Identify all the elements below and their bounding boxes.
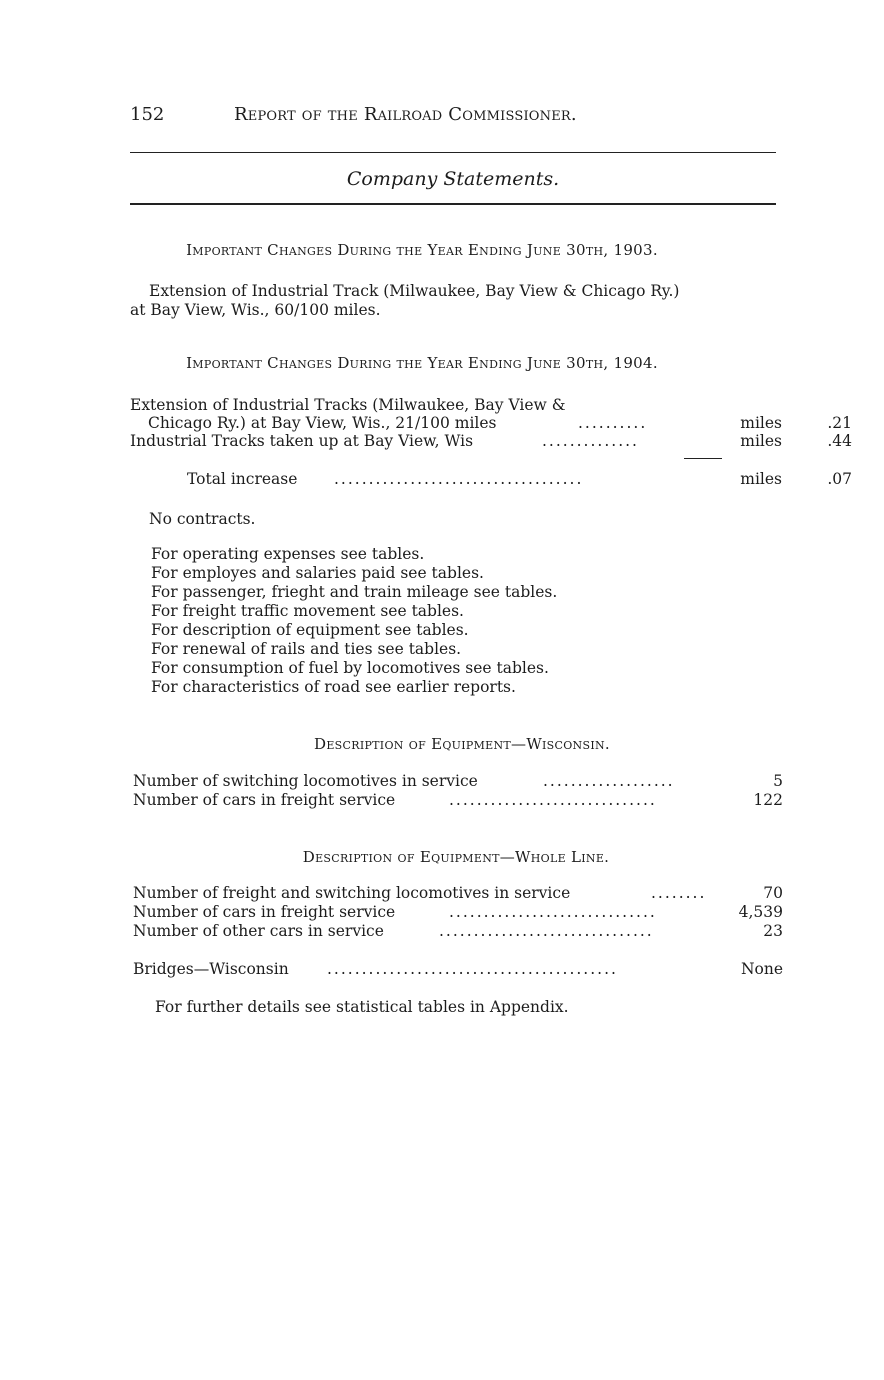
row-value: 5 bbox=[773, 772, 783, 790]
table-row bbox=[133, 922, 783, 941]
heading-changes-1903: Important Changes During the Year Ending June 30th, 1903. bbox=[186, 241, 658, 259]
dot-leader: .......... bbox=[578, 414, 648, 432]
sum-rule bbox=[684, 458, 722, 459]
bridges-value: None bbox=[740, 960, 783, 978]
table-row bbox=[133, 903, 783, 922]
dot-leader: .............................. bbox=[449, 791, 657, 809]
heading-changes-1904: Important Changes During the Year Ending June 30th, 1904. bbox=[186, 354, 658, 372]
extension-value: .21 bbox=[827, 414, 852, 432]
changes-1903-line-2: at Bay View, Wis., 60/100 miles. bbox=[130, 301, 381, 319]
row-label: Number of switching locomotives in service bbox=[133, 772, 478, 790]
list-item: For freight traffic movement see tables. bbox=[151, 602, 464, 620]
row-label: Number of cars in freight service bbox=[133, 791, 396, 809]
changes-1903-line-1: Extension of Industrial Track (Milwaukee, Bay View & Chicago Ry.) bbox=[149, 282, 680, 300]
section-title: Company Statements. bbox=[346, 168, 560, 190]
dot-leader: ........ bbox=[651, 884, 707, 902]
total-label: Total increase bbox=[187, 470, 298, 488]
dot-leader: ............................... bbox=[439, 922, 654, 940]
dot-leader: ................... bbox=[543, 772, 675, 790]
row-label: Number of freight and switching locomotives in service bbox=[133, 884, 571, 902]
list-item: For renewal of rails and ties see tables. bbox=[151, 640, 462, 658]
list-item: For employes and salaries paid see tables. bbox=[151, 564, 484, 582]
taken-up-value: .44 bbox=[827, 432, 852, 450]
list-item: For operating expenses see tables. bbox=[151, 545, 425, 563]
row-value: 4,539 bbox=[738, 903, 783, 921]
dot-leader: .............................. bbox=[449, 903, 657, 921]
extension-label: Chicago Ry.) at Bay View, Wis., 21/100 miles bbox=[148, 414, 497, 432]
bridges-label: Bridges—Wisconsin bbox=[133, 960, 289, 978]
further-details: For further details see statistical tables in Appendix. bbox=[155, 998, 569, 1016]
bottom-rule bbox=[130, 203, 776, 205]
no-contracts: No contracts. bbox=[149, 510, 256, 528]
table-row bbox=[133, 791, 783, 810]
extension-unit: miles bbox=[740, 414, 782, 432]
total-value: .07 bbox=[827, 470, 852, 488]
total-unit: miles bbox=[740, 470, 782, 488]
row-label: Number of other cars in service bbox=[133, 922, 384, 940]
page-header bbox=[130, 104, 776, 130]
reference-list bbox=[151, 545, 557, 697]
list-item: For consumption of fuel by locomotives see tables. bbox=[151, 659, 549, 677]
running-title: Report of the Railroad Commissioner. bbox=[234, 104, 577, 125]
list-item: For description of equipment see tables. bbox=[151, 621, 469, 639]
extension-row bbox=[130, 414, 852, 433]
list-item: For passenger, frieght and train mileage see tables. bbox=[151, 583, 558, 601]
bridges-row bbox=[133, 960, 783, 979]
dot-leader: .................................... bbox=[334, 470, 584, 488]
extension-line-1: Extension of Industrial Tracks (Milwaukee, Bay View & bbox=[130, 396, 566, 414]
total-row bbox=[130, 470, 852, 489]
page-number: 152 bbox=[130, 104, 165, 125]
taken-up-label: Industrial Tracks taken up at Bay View, Wis bbox=[130, 432, 474, 450]
list-item: For characteristics of road see earlier reports. bbox=[151, 678, 516, 696]
dot-leader: .............. bbox=[542, 432, 639, 450]
top-rule bbox=[130, 152, 776, 153]
dot-leader: .......................................... bbox=[327, 960, 618, 978]
heading-equipment-whole-line: Description of Equipment—Whole Line. bbox=[302, 848, 610, 866]
taken-up-row bbox=[130, 432, 852, 451]
table-row bbox=[133, 884, 783, 903]
row-value: 70 bbox=[763, 884, 783, 902]
row-label: Number of cars in freight service bbox=[133, 903, 396, 921]
taken-up-unit: miles bbox=[740, 432, 782, 450]
row-value: 23 bbox=[763, 922, 783, 940]
heading-equipment-wisconsin: Description of Equipment—Wisconsin. bbox=[314, 735, 610, 753]
row-value: 122 bbox=[753, 791, 783, 809]
table-row bbox=[133, 772, 783, 791]
